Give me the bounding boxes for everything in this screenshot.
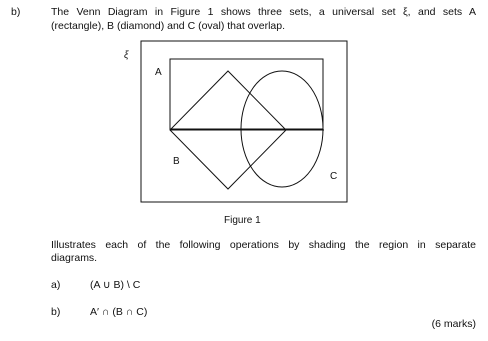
question-label: b) bbox=[11, 6, 21, 18]
set-a-rectangle bbox=[170, 59, 323, 129]
instructions-line2: diagrams. bbox=[51, 252, 98, 264]
part-a-label: a) bbox=[51, 279, 61, 291]
universal-set-frame bbox=[141, 41, 347, 202]
universal-set-symbol: ξ bbox=[124, 50, 129, 61]
part-b-expression: A′ ∩ (B ∩ C) bbox=[90, 306, 148, 318]
part-a-expression: (A ∪ B) \ C bbox=[90, 279, 141, 291]
part-b-label: b) bbox=[51, 306, 61, 318]
figure-caption: Figure 1 bbox=[224, 215, 261, 226]
set-a-label: A bbox=[155, 67, 162, 78]
marks-allocation: (6 marks) bbox=[431, 318, 476, 330]
question-intro-line1: The Venn Diagram in Figure 1 shows three sets, a universal set ξ, and sets A bbox=[51, 6, 476, 18]
set-c-label: C bbox=[330, 171, 338, 182]
set-b-label: B bbox=[173, 156, 180, 167]
question-intro-line2: (rectangle), B (diamond) and C (oval) that overlap. bbox=[51, 20, 286, 32]
instructions-line1: Illustrates each of the following operations by shading the region in separate bbox=[51, 239, 476, 251]
